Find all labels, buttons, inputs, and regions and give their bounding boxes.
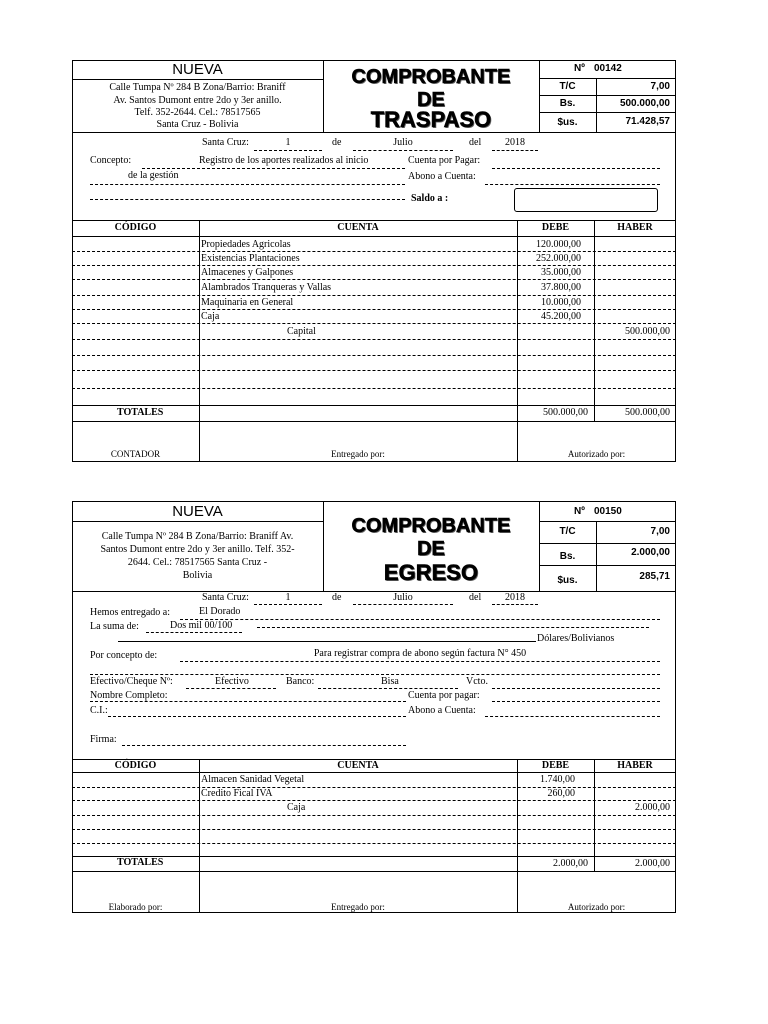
field-line (485, 184, 660, 185)
date-year: 2018 (505, 137, 525, 148)
tc-label: T/C (559, 81, 576, 92)
header-codigo: CÓDIGO (114, 222, 157, 233)
table-line (72, 236, 676, 237)
row-debe: 120.000,00 (536, 239, 581, 250)
col-divider (199, 759, 200, 913)
row-line (72, 370, 676, 371)
date-line (254, 604, 322, 605)
signature-autorizado: Autorizado por: (567, 902, 626, 912)
bs-label: Bs. (559, 98, 576, 109)
row-cuenta: Almacen Sanidad Vegetal (201, 774, 305, 785)
date-de: de (332, 137, 342, 148)
sus-label: $us. (557, 117, 578, 128)
row-cuenta: Existencias Plantaciones (201, 253, 300, 264)
field-line (108, 716, 406, 717)
sus-label: $us. (557, 575, 578, 586)
signature-entregado: Entregado por: (331, 449, 385, 459)
header-cuenta: CUENTA (337, 222, 379, 233)
field-line (492, 168, 660, 169)
date-del: del (469, 137, 482, 148)
field-line (318, 688, 458, 689)
number-label: Nº (574, 506, 585, 517)
por-concepto-label: Por concepto de: (90, 650, 158, 661)
header-debe: DEBE (541, 760, 570, 771)
header-line (72, 132, 676, 133)
date-line (492, 604, 538, 605)
total-haber: 2.000,00 (635, 858, 670, 869)
firma-label: Firma: (90, 734, 117, 745)
title-comprobante: COMPROBANTE (351, 66, 511, 88)
signature-elaborado: Elaborado por: (108, 902, 163, 912)
ci-label: C.I.: (90, 705, 108, 716)
row-line (72, 279, 676, 280)
totales-label: TOTALES (117, 857, 164, 868)
header-haber: HABER (617, 760, 653, 771)
table-line (72, 421, 676, 422)
field-line (118, 641, 536, 642)
vcto-label: Vcto. (466, 676, 488, 687)
address-line: Calle Tumpa Nº 284 B Zona/Barrio: Braniff (109, 82, 286, 93)
row-debe: 10.000,00 (541, 297, 581, 308)
sus-value: 71.428,57 (625, 116, 670, 127)
banco-value: Bisa (381, 676, 399, 687)
row-debe: 260,00 (547, 788, 575, 799)
field-line (122, 745, 406, 746)
row-line (72, 843, 676, 844)
title-de: DE (417, 538, 445, 560)
field-line (186, 688, 276, 689)
tc-value: 7,00 (650, 526, 670, 537)
header-line (72, 79, 323, 80)
field-line (257, 627, 649, 628)
concepto-value: Registro de los aportes realizados al inicio (199, 155, 369, 166)
tc-value: 7,00 (650, 81, 670, 92)
abono-label: Abono a Cuenta: (408, 705, 476, 716)
header-line (539, 112, 676, 113)
sus-value: 285,71 (639, 571, 670, 582)
table-line (72, 405, 676, 406)
date-year: 2018 (505, 592, 525, 603)
field-line (90, 184, 405, 185)
entregado-label: Hemos entregado a: (90, 607, 170, 618)
address-line: Calle Tumpa Nº 284 B Zona/Barrio: Braniff Av. (101, 531, 294, 542)
company-name: NUEVA (172, 503, 223, 520)
header-debe: DEBE (541, 222, 570, 233)
header-haber: HABER (617, 222, 653, 233)
date-line (353, 604, 453, 605)
date-line (254, 150, 322, 151)
row-line (72, 829, 676, 830)
col-divider (199, 220, 200, 462)
title-type: EGRESO (383, 560, 479, 585)
abono-label: Abono a Cuenta: (408, 171, 476, 182)
row-cuenta: Caja (201, 311, 220, 322)
suma-value: Dos mil 00/100 (170, 620, 233, 631)
company-name: NUEVA (172, 61, 223, 78)
saldo-box (514, 188, 658, 212)
row-line (72, 388, 676, 389)
field-line (180, 661, 660, 662)
header-line (539, 543, 676, 544)
row-cuenta: Caja (287, 802, 306, 813)
date-month: Julio (393, 137, 413, 148)
row-cuenta: Propiedades Agricolas (201, 239, 291, 250)
date-day: 1 (285, 592, 291, 603)
field-line (142, 168, 405, 169)
nombre-label: Nombre Completo: (90, 690, 168, 701)
bs-label: Bs. (559, 551, 576, 562)
totales-label: TOTALES (117, 407, 164, 418)
address-line: Av. Santos Dumont entre 2do y 3er anillo. (113, 95, 282, 106)
row-debe: 45.200,00 (541, 311, 581, 322)
row-line (72, 251, 676, 252)
cuenta-pagar-label: Cuenta por pagar: (408, 690, 480, 701)
header-line (539, 521, 676, 522)
bs-value: 500.000,00 (619, 98, 670, 109)
date-city: Santa Cruz: (202, 592, 249, 603)
row-line (72, 800, 676, 801)
entregado-value: El Dorado (199, 606, 241, 617)
field-line (90, 701, 406, 702)
saldo-label: Saldo a : (411, 193, 449, 204)
bs-value: 2.000,00 (631, 547, 670, 558)
efectivo-label: Efectivo/Cheque Nº: (90, 676, 173, 687)
efectivo-value: Efectivo (215, 676, 249, 687)
total-haber: 500.000,00 (625, 407, 670, 418)
title-type: TRASPASO (370, 107, 492, 132)
header-cuenta: CUENTA (337, 760, 379, 771)
dolares-label: Dólares/Bolivianos (537, 633, 615, 644)
voucher-number: 00150 (594, 506, 622, 517)
address-line: Santa Cruz - Bolivia (156, 119, 239, 130)
date-city: Santa Cruz: (202, 137, 249, 148)
table-line (72, 871, 676, 872)
field-line (492, 701, 660, 702)
date-day: 1 (285, 137, 291, 148)
date-line (353, 150, 453, 151)
address-line: Santos Dumont entre 2do y 3er anillo. Telf. 352- (100, 544, 295, 555)
row-line (72, 265, 676, 266)
header-line (539, 565, 676, 566)
signature-entregado: Entregado por: (331, 902, 385, 912)
concepto-value: Para registrar compra de abono según factura N° 450 (313, 648, 527, 659)
address-line: Telf. 352-2644. Cel.: 78517565 (134, 107, 261, 118)
total-debe: 2.000,00 (553, 858, 588, 869)
row-line (72, 339, 676, 340)
voucher-number: 00142 (594, 63, 622, 74)
field-line (492, 688, 660, 689)
field-line (146, 632, 242, 633)
header-codigo: CÓDIGO (114, 760, 157, 771)
row-cuenta: Maquinaria en General (201, 297, 294, 308)
date-month: Julio (393, 592, 413, 603)
number-label: Nº (574, 63, 585, 74)
header-line (539, 95, 676, 96)
row-line (72, 295, 676, 296)
date-del: del (469, 592, 482, 603)
signature-autorizado: Autorizado por: (567, 449, 626, 459)
row-line (72, 815, 676, 816)
row-cuenta: Almacenes y Galpones (201, 267, 294, 278)
row-line (72, 323, 676, 324)
field-line (485, 716, 660, 717)
row-debe: 252.000,00 (536, 253, 581, 264)
address-line: 2644. Cel.: 78517565 Santa Cruz - (127, 557, 268, 568)
row-haber: 2.000,00 (635, 802, 670, 813)
concepto-value-2: de la gestión (128, 170, 179, 181)
field-line (90, 199, 405, 200)
row-cuenta: Alambrados Tranqueras y Vallas (201, 282, 332, 293)
cuenta-pagar-label: Cuenta por Pagar: (408, 155, 481, 166)
row-debe: 1.740,00 (540, 774, 575, 785)
row-debe: 37.800,00 (541, 282, 581, 293)
banco-label: Banco: (286, 676, 315, 687)
row-debe: 35.000,00 (541, 267, 581, 278)
address-line: Bolivia (182, 570, 213, 581)
table-line (72, 220, 676, 221)
date-line (492, 150, 538, 151)
date-de: de (332, 592, 342, 603)
row-line (72, 309, 676, 310)
header-line (539, 78, 676, 79)
row-haber: 500.000,00 (625, 326, 670, 337)
signature-contador: CONTADOR (110, 449, 161, 459)
field-line (90, 674, 660, 675)
header-line (72, 521, 323, 522)
table-line (72, 772, 676, 773)
title-de: DE (417, 89, 445, 111)
row-cuenta: Capital (287, 326, 316, 337)
row-cuenta: Credito Fical IVA (201, 788, 273, 799)
row-line (72, 355, 676, 356)
concepto-label: Concepto: (90, 155, 132, 166)
row-line (72, 787, 676, 788)
suma-label: La suma de: (90, 621, 139, 632)
title-comprobante: COMPROBANTE (351, 515, 511, 537)
total-debe: 500.000,00 (543, 407, 588, 418)
tc-label: T/C (559, 526, 576, 537)
field-line (180, 619, 660, 620)
